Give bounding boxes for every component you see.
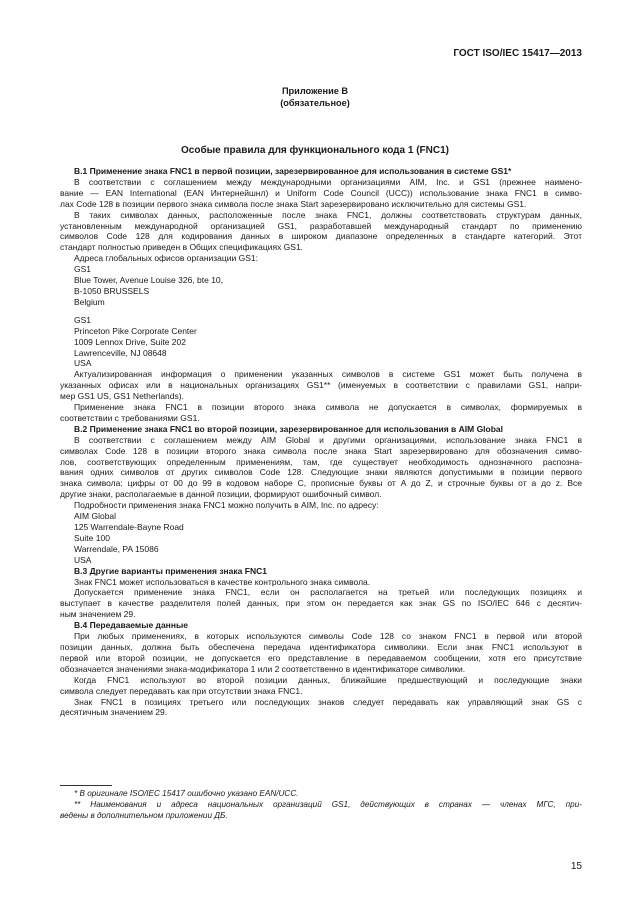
address-line: USA <box>74 358 92 369</box>
paragraph-line: другие знаки, располагаемые в данной позиции, формируют ошибочный символ. <box>60 489 382 500</box>
footnote-divider <box>60 785 112 786</box>
paragraph-line: При любых применениях, в которых используются символы Code 128 со знаком FNC1 в первой или второй <box>74 631 582 642</box>
appendix-status: (обязательное) <box>280 98 350 108</box>
address-line: Lawrenceville, NJ 08648 <box>74 347 167 358</box>
paragraph-line: десятичным значением 29. <box>60 707 168 718</box>
paragraph-line: Применение знака FNC1 в позиции второго знака символа не допускается в символах, формируемых в <box>74 402 582 413</box>
paragraph-line: указанных офисах или в национальных организациях GS1** (именуемых в соответствии с правилами GS1, напри- <box>60 380 582 391</box>
paragraph-line: В соответствии с соглашением между AIM Global и другими организациями, использование знака FNC1 в <box>74 434 582 445</box>
paragraph-line: вания одних символов от других символов Code 128. Следующие знаки являются допустимыми в позиции первого <box>60 467 582 478</box>
address-line: Belgium <box>74 296 105 307</box>
address-line: USA <box>74 554 92 565</box>
paragraph-line: Подробности применения знака FNC1 можно получить в AIM, Inc. по адресу: <box>74 500 379 511</box>
address-line: AIM Global <box>74 511 117 522</box>
paragraph-line: лах Code 128 в позиции первого знака символа после знака Start зарезервировано исключительно для системы GS1. <box>60 198 527 209</box>
paragraph-line: установленным международной организацией GS1, разработавшей международный стандарт по применению <box>60 220 582 231</box>
section-heading-b4: В.4 Передаваемые данные <box>74 620 188 631</box>
address-line: Princeton Pike Corporate Center <box>74 325 197 336</box>
paragraph-line: В таких символах данных, расположенные после знака FNC1, должны соответствовать структурам данных, <box>74 209 582 220</box>
address-line: Suite 100 <box>74 532 110 543</box>
paragraph-line: мер GS1 US, GS1 Netherlands). <box>60 391 184 402</box>
paragraph-line: символах Code 128 в позиции второго знака символа после знака Start зарезервировано для обозначения симво- <box>60 445 582 456</box>
paragraph-line: обозначается значениями знака-модификатора 1 или 2 соответственно в идентификаторе символики. <box>60 663 466 674</box>
section-heading-b1: В.1 Применение знака FNC1 в первой позиции, зарезервированное для использования в системе GS1* <box>74 166 512 176</box>
footnote-2-line: ведены в дополнительном приложении ДБ. <box>60 810 228 820</box>
address-line: Blue Tower, Avenue Louise 326, bte 10, <box>74 275 224 286</box>
paragraph-line: Когда FNC1 используют во второй позиции данных, ближайшие предшествующий и последующие знаки <box>74 674 582 685</box>
address-line: GS1 <box>74 314 92 325</box>
paragraph-line: позиции данных, должна быть обеспечена передача идентификатора символики. Если знак FNC1 используют в <box>60 641 582 652</box>
address-line: 125 Warrendale-Bayne Road <box>74 522 184 532</box>
appendix-title: Особые правила для функционального кода 1 (FNC1) <box>181 145 449 156</box>
paragraph-line: ным значением 29. <box>60 609 136 620</box>
page-number: 15 <box>570 861 582 872</box>
standard-code: ГОСТ ISO/IEC 15417—2013 <box>453 48 582 59</box>
paragraph-line: стандарт полностью приведен в Общих спецификациях GS1. <box>60 242 304 253</box>
paragraph-line: вание — EAN International (EAN Интернейшнл) и Uniform Code Council (UCC)) использование знака FNC1 в симво- <box>60 187 582 198</box>
paragraph-line: Знак FNC1 в позициях третьего или последующих знаков следует передавать как управляющий знак GS с <box>74 696 582 707</box>
paragraph-line: символов Code 128 для кодирования данных в широком диапазоне определенных в стандарте категорий. Этот <box>60 231 582 242</box>
paragraph-line: выступает в качестве разделителя полей данных, при этом он передается как знак GS по ISO/IEC 646 с десятич- <box>60 598 582 609</box>
paragraph-line: Актуализированная информация о применении указанных символов в системе GS1 может быть получена в <box>74 369 582 380</box>
paragraph-line: Допускается применение знака FNC1, если он располагается на третьей или последующих позициях и <box>74 587 582 598</box>
paragraph-line: лов, соответствующих определенным применениям, там, где существует необходимость однозначного распозна- <box>60 456 582 467</box>
paragraph-line: соответствии с требованиями GS1. <box>60 412 200 423</box>
paragraph-line: символа следует передавать как при отсутствии знака FNC1. <box>60 685 303 696</box>
paragraph-line: Знак FNC1 может использоваться в качестве контрольного знака символа. <box>74 576 371 587</box>
appendix-label: Приложение В <box>281 86 349 96</box>
footnote-1: * В оригинале ISO/IEC 15417 ошибочно указано EAN/UCC. <box>74 789 299 798</box>
address-line: Warrendale, PA 15086 <box>74 543 159 554</box>
paragraph-line: В соответствии с соглашением между международными организациями AIM, Inc. и GS1 (прежнее наимено- <box>74 176 582 187</box>
section-heading-b3: В.3 Другие варианты применения знака FNC1 <box>74 565 267 576</box>
paragraph-line: первой или второй позиции, не допускается его представление в передаваемом сообщении, хотя его присутствие <box>60 652 582 663</box>
body-text <box>60 166 582 718</box>
footnote-2 <box>60 800 582 821</box>
address-line: 1009 Lennox Drive, Suite 202 <box>74 336 186 347</box>
address-line: GS1 <box>74 264 92 275</box>
address-line: B-1050 BRUSSELS <box>74 285 150 296</box>
address-intro: Адреса глобальных офисов организации GS1: <box>74 253 258 264</box>
footnote-2-line: ** Наименования и адреса национальных организаций GS1, действующих в странах — членах МГС, при- <box>74 800 582 809</box>
paragraph-line: знака символа: цифры от 00 до 99 в кодовом наборе С, прописные буквы от A до Z, и строчные буквы от a до z. Все <box>60 478 582 489</box>
section-heading-b2: В.2 Применение знака FNC1 во второй позиции, зарезервированное для использования в AIM Global <box>74 423 504 434</box>
